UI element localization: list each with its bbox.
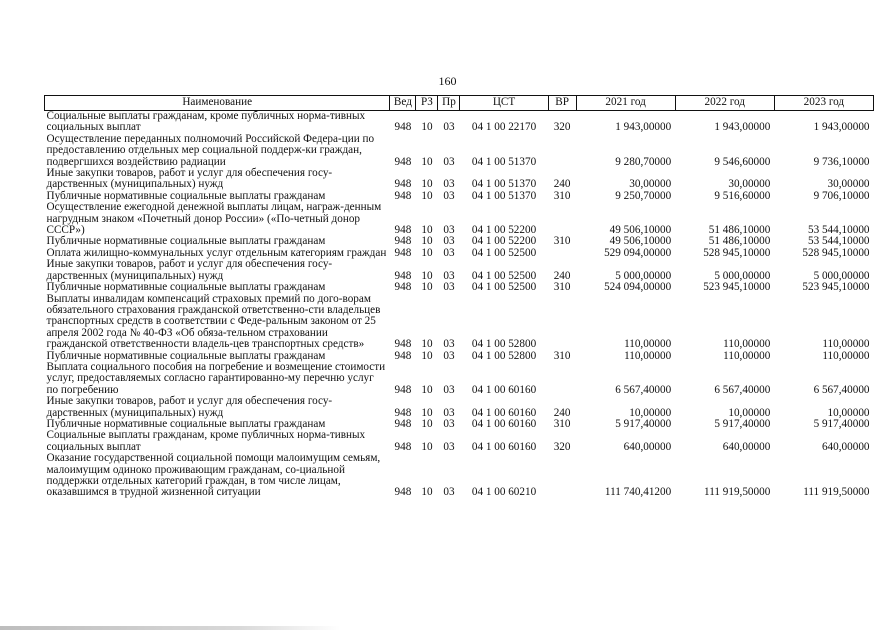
cell-2022: 5 000,00000 bbox=[714, 269, 771, 282]
cell-cst: 04 1 00 52500 bbox=[471, 269, 537, 282]
cell-rz: 10 bbox=[421, 486, 433, 499]
cell-2023: 30,00000 bbox=[827, 178, 870, 191]
cell-2023: 53 544,10000 bbox=[807, 224, 870, 237]
cell-2022: 51 486,10000 bbox=[708, 224, 771, 237]
cell-name: Публичные нормативные социальные выплаты гражданам bbox=[46, 189, 326, 202]
cell-cst: 04 1 00 60210 bbox=[471, 486, 537, 499]
cell-pr: 03 bbox=[443, 121, 455, 134]
cell-cst: 04 1 00 52800 bbox=[471, 349, 537, 362]
cell-ved: 948 bbox=[394, 178, 412, 191]
cell-pr: 03 bbox=[443, 178, 455, 191]
cell-vr: 310 bbox=[553, 189, 571, 202]
cell-2023: 1 943,00000 bbox=[813, 121, 870, 134]
cell-2022: 51 486,10000 bbox=[708, 235, 771, 248]
cell-ved: 948 bbox=[394, 235, 412, 248]
cell-2023: 110,00000 bbox=[822, 349, 870, 362]
cell-2022: 110,00000 bbox=[723, 349, 771, 362]
cell-cst: 04 1 00 52200 bbox=[471, 235, 537, 248]
cell-vr: 310 bbox=[553, 281, 571, 294]
cell-2021: 10,00000 bbox=[629, 406, 672, 419]
cell-vr: 320 bbox=[553, 440, 571, 453]
cell-2023: 523 945,10000 bbox=[802, 281, 870, 294]
cell-rz: 10 bbox=[421, 224, 433, 237]
cell-2023: 53 544,10000 bbox=[807, 235, 870, 248]
cell-2022: 5 917,40000 bbox=[714, 417, 771, 430]
header-rz: РЗ bbox=[416, 96, 438, 111]
cell-rz: 10 bbox=[421, 155, 433, 168]
cell-pr: 03 bbox=[443, 338, 455, 351]
header-cst: ЦСТ bbox=[460, 96, 548, 111]
cell-name: Оказание государственной социальной помощи малоимущим семьям, малоимущим одиноко проживающим гражданам, со-циальной поддержки отдельных категорий граждан, в том числе лицам, оказавшимся в трудной жизненной ситуации bbox=[46, 452, 381, 499]
cell-ved: 948 bbox=[394, 224, 412, 237]
cell-vr bbox=[548, 248, 576, 259]
table-row bbox=[45, 294, 874, 351]
cell-name: Оплата жилищно-коммунальных услуг отдельным категориям граждан bbox=[46, 246, 387, 259]
cell-name: Публичные нормативные социальные выплаты гражданам bbox=[46, 235, 326, 248]
cell-ved: 948 bbox=[394, 486, 412, 499]
cell-cst: 04 1 00 52500 bbox=[471, 281, 537, 294]
cell-2023: 6 567,40000 bbox=[813, 383, 870, 396]
cell-2023: 111 919,50000 bbox=[803, 486, 870, 499]
cell-2023: 5 917,40000 bbox=[813, 417, 870, 430]
cell-2021: 111 740,41200 bbox=[604, 486, 672, 499]
cell-pr: 03 bbox=[443, 440, 455, 453]
cell-ved: 948 bbox=[394, 383, 412, 396]
cell-2022: 9 546,60000 bbox=[714, 155, 771, 168]
cell-2021: 640,00000 bbox=[623, 440, 672, 453]
cell-ved: 948 bbox=[394, 269, 412, 282]
cell-pr: 03 bbox=[443, 383, 455, 396]
cell-ved: 948 bbox=[394, 281, 412, 294]
cell-cst: 04 1 00 52800 bbox=[471, 338, 537, 351]
cell-2021: 6 567,40000 bbox=[615, 383, 672, 396]
cell-name: Выплата социального пособия на погребение и возмещение стоимости услуг, предоставляемых согласно гарантированно-му перечню услуг по погребению bbox=[46, 360, 386, 396]
cell-rz: 10 bbox=[421, 121, 433, 134]
cell-rz: 10 bbox=[421, 178, 433, 191]
cell-cst: 04 1 00 52200 bbox=[471, 224, 537, 237]
table-row bbox=[45, 430, 874, 453]
cell-cst: 04 1 00 60160 bbox=[471, 440, 537, 453]
cell-rz: 10 bbox=[421, 269, 433, 282]
table-row bbox=[45, 362, 874, 396]
cell-ved: 948 bbox=[394, 121, 412, 134]
table-row bbox=[45, 259, 874, 282]
cell-2023: 640,00000 bbox=[821, 440, 870, 453]
cell-2022: 30,00000 bbox=[728, 178, 771, 191]
cell-rz: 10 bbox=[421, 406, 433, 419]
cell-pr: 03 bbox=[443, 189, 455, 202]
cell-vr: 310 bbox=[553, 235, 571, 248]
cell-ved: 948 bbox=[394, 440, 412, 453]
cell-cst: 04 1 00 60160 bbox=[471, 417, 537, 430]
cell-2021: 49 506,10000 bbox=[609, 224, 672, 237]
cell-rz: 10 bbox=[421, 338, 433, 351]
table-row bbox=[45, 111, 874, 134]
cell-name: Социальные выплаты гражданам, кроме публичных норма-тивных социальных выплат bbox=[46, 429, 366, 453]
cell-pr: 03 bbox=[443, 269, 455, 282]
cell-pr: 03 bbox=[443, 486, 455, 499]
cell-2022: 1 943,00000 bbox=[714, 121, 771, 134]
table-row bbox=[45, 134, 874, 168]
table-row bbox=[45, 168, 874, 191]
cell-pr: 03 bbox=[443, 246, 455, 259]
cell-pr: 03 bbox=[443, 235, 455, 248]
cell-cst: 04 1 00 51370 bbox=[471, 189, 537, 202]
cell-2021: 110,00000 bbox=[624, 349, 672, 362]
cell-cst: 04 1 00 22170 bbox=[471, 121, 537, 134]
header-ved: Вед bbox=[390, 96, 416, 111]
table-header-row bbox=[45, 96, 874, 111]
cell-ved: 948 bbox=[394, 246, 412, 259]
cell-2022: 528 945,10000 bbox=[703, 246, 771, 259]
cell-2022: 9 516,60000 bbox=[714, 189, 771, 202]
cell-vr bbox=[548, 453, 576, 499]
cell-2021: 9 250,70000 bbox=[615, 189, 672, 202]
cell-2021: 30,00000 bbox=[629, 178, 672, 191]
cell-2021: 524 094,00000 bbox=[604, 281, 672, 294]
cell-ved: 948 bbox=[394, 349, 412, 362]
cell-pr: 03 bbox=[443, 417, 455, 430]
cell-vr: 240 bbox=[553, 406, 571, 419]
cell-2021: 5 917,40000 bbox=[615, 417, 672, 430]
cell-2022: 10,00000 bbox=[728, 406, 771, 419]
cell-vr bbox=[548, 202, 576, 236]
cell-name: Иные закупки товаров, работ и услуг для обеспечения госу-дарственных (муниципальных) нужд bbox=[46, 167, 333, 191]
cell-vr: 240 bbox=[553, 178, 571, 191]
cell-2023: 528 945,10000 bbox=[802, 246, 870, 259]
cell-2021: 1 943,00000 bbox=[615, 121, 672, 134]
cell-name: Иные закупки товаров, работ и услуг для обеспечения госу-дарственных (муниципальных) нужд bbox=[46, 395, 333, 419]
cell-2022: 523 945,10000 bbox=[703, 281, 771, 294]
cell-pr: 03 bbox=[443, 349, 455, 362]
header-name: Наименование bbox=[45, 96, 390, 111]
cell-pr: 03 bbox=[443, 281, 455, 294]
cell-rz: 10 bbox=[421, 246, 433, 259]
cell-2021: 529 094,00000 bbox=[604, 246, 672, 259]
header-pr: Пр bbox=[438, 96, 460, 111]
cell-vr bbox=[548, 294, 576, 351]
cell-vr: 240 bbox=[553, 269, 571, 282]
cell-vr bbox=[548, 134, 576, 168]
cell-pr: 03 bbox=[443, 224, 455, 237]
cell-rz: 10 bbox=[421, 235, 433, 248]
cell-ved: 948 bbox=[394, 417, 412, 430]
budget-table bbox=[44, 95, 874, 499]
cell-2023: 9 736,10000 bbox=[813, 155, 870, 168]
cell-2023: 9 706,10000 bbox=[813, 189, 870, 202]
table-row bbox=[45, 396, 874, 419]
cell-cst: 04 1 00 60160 bbox=[471, 406, 537, 419]
cell-vr: 310 bbox=[553, 417, 571, 430]
cell-2021: 9 280,70000 bbox=[615, 155, 672, 168]
cell-2022: 110,00000 bbox=[723, 338, 771, 351]
header-2021: 2021 год bbox=[576, 96, 675, 111]
table-row bbox=[45, 202, 874, 236]
cell-2021: 49 506,10000 bbox=[609, 235, 672, 248]
cell-2023: 5 000,00000 bbox=[813, 269, 870, 282]
cell-name: Публичные нормативные социальные выплаты гражданам bbox=[46, 417, 326, 430]
scan-edge-artifact bbox=[0, 626, 340, 630]
table-body bbox=[45, 111, 874, 499]
header-2023: 2023 год bbox=[774, 96, 873, 111]
cell-2022: 640,00000 bbox=[722, 440, 771, 453]
cell-2022: 111 919,50000 bbox=[704, 486, 771, 499]
cell-rz: 10 bbox=[421, 417, 433, 430]
cell-pr: 03 bbox=[443, 155, 455, 168]
cell-ved: 948 bbox=[394, 155, 412, 168]
cell-name: Публичные нормативные социальные выплаты гражданам bbox=[46, 349, 326, 362]
header-2022: 2022 год bbox=[675, 96, 774, 111]
cell-2021: 110,00000 bbox=[624, 338, 672, 351]
cell-cst: 04 1 00 51370 bbox=[471, 155, 537, 168]
cell-name: Осуществление ежегодной денежной выплаты лицам, награж-денным нагрудным знаком «Почетный донор России» («По-четный донор СССР») bbox=[46, 201, 382, 237]
cell-rz: 10 bbox=[421, 349, 433, 362]
cell-2023: 10,00000 bbox=[827, 406, 870, 419]
cell-ved: 948 bbox=[394, 406, 412, 419]
cell-name: Социальные выплаты гражданам, кроме публичных норма-тивных социальных выплат bbox=[46, 110, 366, 134]
cell-pr: 03 bbox=[443, 406, 455, 419]
cell-name: Осуществление переданных полномочий Российской Федера-ции по предоставлению отдельных мер социальной поддерж-ки граждан, подвергшихся воздействию радиации bbox=[46, 132, 375, 168]
cell-rz: 10 bbox=[421, 189, 433, 202]
cell-rz: 10 bbox=[421, 383, 433, 396]
cell-cst: 04 1 00 60160 bbox=[471, 383, 537, 396]
cell-ved: 948 bbox=[394, 189, 412, 202]
cell-vr: 310 bbox=[553, 349, 571, 362]
cell-name: Иные закупки товаров, работ и услуг для обеспечения госу-дарственных (муниципальных) нужд bbox=[46, 258, 333, 282]
table-row bbox=[45, 282, 874, 293]
cell-2022: 6 567,40000 bbox=[714, 383, 771, 396]
cell-cst: 04 1 00 52500 bbox=[471, 246, 537, 259]
cell-2021: 5 000,00000 bbox=[615, 269, 672, 282]
table-row bbox=[45, 453, 874, 499]
cell-cst: 04 1 00 51370 bbox=[471, 178, 537, 191]
cell-name: Публичные нормативные социальные выплаты гражданам bbox=[46, 281, 326, 294]
cell-2023: 110,00000 bbox=[822, 338, 870, 351]
header-vr: ВР bbox=[548, 96, 576, 111]
cell-rz: 10 bbox=[421, 281, 433, 294]
page-number: 160 bbox=[438, 74, 457, 88]
cell-name: Выплаты инвалидам компенсаций страховых премий по дого-ворам обязательного страхования гражданской ответственно-сти владельцев транспортных средств в соответствии с Феде-ральным законом от 25 апреля 2002 года № 40-ФЗ «Об обяза-тельном страховании гражданской ответственности владель-цев транспортных средств» bbox=[46, 292, 381, 351]
cell-vr: 320 bbox=[553, 121, 571, 134]
cell-rz: 10 bbox=[421, 440, 433, 453]
cell-vr bbox=[548, 362, 576, 396]
cell-ved: 948 bbox=[394, 338, 412, 351]
